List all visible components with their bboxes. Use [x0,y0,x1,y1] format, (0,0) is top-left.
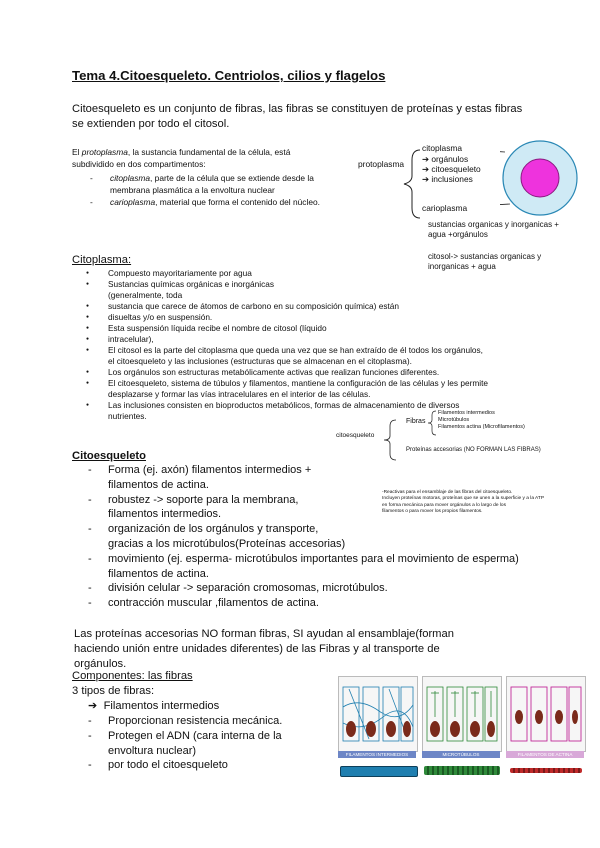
fiber-microtubulos [424,766,500,775]
diagram-note-1: sustancias organicas y inorganicas + agua +orgánulos [428,220,559,239]
lead-em: protoplasma [81,147,128,157]
page-title: Tema 4.Citoesqueleto. Centriolos, cilios y flagelos [72,68,386,83]
diagram2-left: citoesqueleto [336,432,375,439]
diagram2-note: -Reactivas para el ensamblaje de las fibras del citoesqueleto. Incluyen proteínas motoras, proteínas que se unen a la superficie y a la ATP en forma mecánica para mover orgánulos a lo largo de los filamentos o para mover los propios filamentos. [382,490,545,515]
list-item: ● disueltas y/o en suspensión. [86,312,526,323]
list-item: - Forma (ej. axón) filamentos intermedios + filamentos de actina. [88,463,558,493]
list-item: ● Esta suspensión líquida recibe el nombre de citosol (líquido [86,323,526,334]
diagram-left-label: protoplasma [358,159,405,169]
panel-actina [506,676,586,752]
list-item: ● Los orgánulos son estructuras metabólicamente activas que realizan funciones diferentes. [86,367,526,378]
fibras-item: Microtúbulos [438,417,470,423]
list-item: ● sustancia que carece de átomos de carbono en su composición química) están [86,301,526,312]
list-item: ● El citosol es la parte del citoplasma que queda una vez que se han extraído de él todos los orgánulos, el citoesqueleto y las inclusiones (estructuras que se almacenan en el citoplasma). [86,345,526,367]
fibras-list [438,410,525,431]
label-actina: FILAMENTOS DE ACTINA [506,751,584,758]
list-item [90,172,332,196]
cell-nucleus [521,159,559,197]
arrow-item: ➔ inclusiones [422,174,473,184]
arrow-item: ➔ orgánulos [422,154,469,164]
list-item: - robustez -> soporte para la membrana, filamentos intermedios. [88,493,558,523]
list-item: - división celular -> separación cromosomas, microtúbulos. [88,581,558,596]
protoplasma-list [90,172,332,208]
brace-bottom: carioplasma [422,203,468,213]
list-item: ● intracelular), [86,334,526,345]
arrow-label: citoesqueleto [431,164,481,174]
lead-prefix: El [72,147,82,157]
diagram-note-2: citosol-> sustancias organicas y inorganicas + agua [428,252,542,271]
citoesqueleto-diagram [336,410,598,520]
protoplasma-diagram [350,138,580,278]
list-item [90,196,332,208]
item-em: carioplasma [110,197,156,207]
label-intermedios: FILAMENTOS INTERMEDIOS [338,751,416,758]
fiber-actina [510,768,582,773]
panel-intermedios [338,676,418,752]
list-item: - Proporcionan resistencia mecánica. [88,714,308,729]
list-item: - movimiento (ej. esperma- microtúbulos importantes para el movimiento de esperma) filamentos de actina. [88,552,558,582]
arrow-item: ➔ Filamentos intermedios [88,700,220,712]
label-microtubulos: MICROTÚBULOS [422,751,500,758]
fibras-item: Filamentos actina (Microfilamentos) [438,424,525,430]
list-item: - contracción muscular ,filamentos de actina. [88,596,558,611]
item-em: citoplasma [110,173,151,183]
componentes-subheading: 3 tipos de fibras: [72,685,155,697]
arrow-label: inclusiones [431,174,473,184]
protoplasma-block [72,146,332,208]
list-item: - por todo el citoesqueleto [88,758,308,773]
brace-icon [426,410,438,436]
arrow-label: Filamentos intermedios [103,700,220,712]
fibers-figure [334,668,586,784]
item-text: , material que forma el contenido del núcleo. [155,197,320,207]
list-item: ● Las inclusiones consisten en bioproductos metabólicos, formas de almacenamiento de diversos nutrientes. [86,400,526,422]
list-item: ● Sustancias químicas orgánicas e inorgánicas (generalmente, toda [86,279,526,301]
citoplasma-heading: Citoplasma: [72,254,132,266]
componentes-list [88,714,308,773]
list-item: ● Compuesto mayoritariamente por agua [86,268,526,279]
cells-actina [507,677,585,751]
componentes-heading: Componentes: las fibras [72,670,193,682]
fibras-item: Filamentos intermedios [438,410,495,416]
list-item: ● El citoesqueleto, sistema de túbulos y filamentos, mantiene la configuración de las células y les permite desplazarse y formar las vías intracelulares en el interior de las células. [86,378,526,400]
brace-icon [380,418,400,462]
fiber-intermedios [340,766,418,777]
lead-suffix: , la sustancia fundamental de la célula, está subdividido en dos compartimentos: [72,147,291,169]
protoplasma-lead [72,146,332,170]
diagram2-proteinas: Proteínas accesorias (NO FORMAN LAS FIBRAS) [406,447,541,453]
list-item: - organización de los orgánulos y transporte, gracias a los microtúbulos(Proteínas accesorias) [88,522,558,552]
brace-top: citoplasma [422,143,463,153]
arrow-label: orgánulos [431,154,469,164]
arrow-item: ➔ citoesqueleto [422,164,481,174]
list-item: - Protegen el ADN (cara interna de la envoltura nuclear) [88,729,308,759]
item-text: , parte de la célula que se extiende desde la membrana plasmática a la envoltura nuclear [110,173,314,195]
accesorias-paragraph: Las proteínas accesorias NO forman fibras, SI ayudan al ensamblaje(forman haciendo unión entre unidades diferentes) de las Fibras y al transporte de orgánulos. [74,628,454,670]
cell-illustration [500,138,580,218]
arrow-list [422,154,481,184]
panel-microtubulos [422,676,502,752]
citoplasma-list [86,268,526,422]
intro-paragraph: Citoesqueleto es un conjunto de fibras, las fibras se constituyen de proteínas y estas fibras se extienden por todo el citosol. [72,103,523,130]
cells-intermedios [339,677,417,751]
citoesqueleto-heading: Citoesqueleto [72,450,146,462]
cells-microtubulos [423,677,501,751]
diagram2-fibras: Fibras [406,418,426,425]
